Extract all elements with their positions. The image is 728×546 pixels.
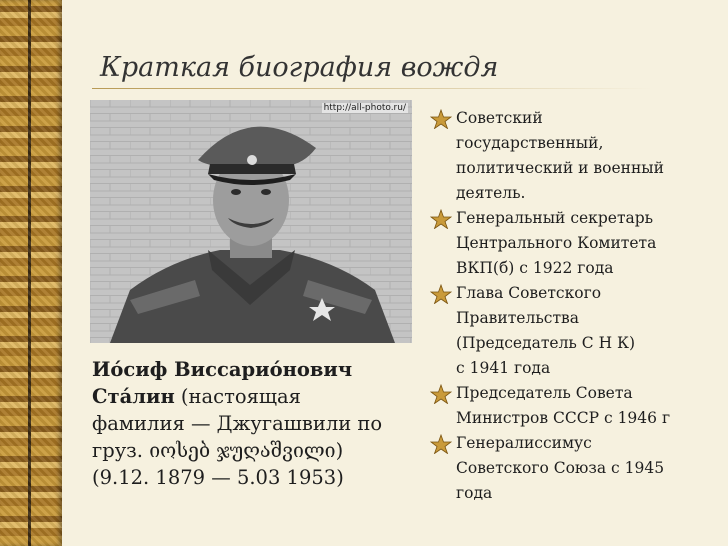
gold-star-bullet-icon	[430, 434, 452, 454]
bullet-line: Генеральный секретарь	[456, 209, 654, 227]
person-caption	[92, 356, 410, 491]
caption-line2-rest: (настоящая	[174, 385, 301, 408]
bullet-line: Советский	[456, 109, 543, 127]
bullet-line: Председатель Совета	[456, 384, 633, 402]
bullet-line: Глава Советского	[456, 284, 602, 302]
bullet-line: Советского Союза с 1945	[456, 459, 665, 477]
decorative-border	[0, 0, 62, 546]
photo-watermark: http://all-photo.ru/	[323, 103, 406, 113]
bullet-line: ВКП(б) с 1922 года	[456, 259, 614, 277]
bullet-line: деятель.	[456, 184, 526, 202]
bullet-item	[428, 281, 720, 381]
caption-name-line1: Ио́сиф Виссарио́нович	[92, 358, 353, 381]
caption-line4-prefix: груз.	[92, 439, 150, 462]
caption-dates: (9.12. 1879 — 5.03 1953)	[92, 466, 344, 489]
bullet-line: Центрального Комитета	[456, 234, 657, 252]
gold-star-bullet-icon	[430, 209, 452, 229]
bullet-line: (Председатель С Н К)	[456, 334, 636, 352]
caption-line4-suffix: )	[335, 439, 344, 462]
bullet-item	[428, 206, 720, 281]
bullet-item	[428, 106, 720, 206]
portrait-photo	[90, 100, 412, 343]
title-underline	[92, 88, 652, 89]
biography-bullet-list	[428, 106, 720, 506]
caption-name-line2: Ста́лин	[92, 385, 175, 408]
bullet-line: Генералиссимус	[456, 434, 592, 452]
bullet-line: с 1941 года	[456, 359, 551, 377]
gold-star-bullet-icon	[430, 109, 452, 129]
slide-title: Краткая биография вождя	[100, 52, 499, 83]
caption-line3: фамилия — Джугашвили по	[92, 412, 383, 435]
bullet-line: государственный,	[456, 134, 604, 152]
gold-star-bullet-icon	[430, 384, 452, 404]
bullet-item	[428, 431, 720, 506]
bullet-line: политический и военный	[456, 159, 664, 177]
bullet-item	[428, 381, 720, 431]
gold-star-bullet-icon	[430, 284, 452, 304]
portrait-illustration	[90, 100, 412, 343]
caption-georgian-name: იოსებ ჯუღაშვილი	[149, 439, 336, 462]
bullet-line: года	[456, 484, 493, 502]
bullet-line: Министров СССР с 1946 г	[456, 409, 671, 427]
bullet-line: Правительства	[456, 309, 579, 327]
